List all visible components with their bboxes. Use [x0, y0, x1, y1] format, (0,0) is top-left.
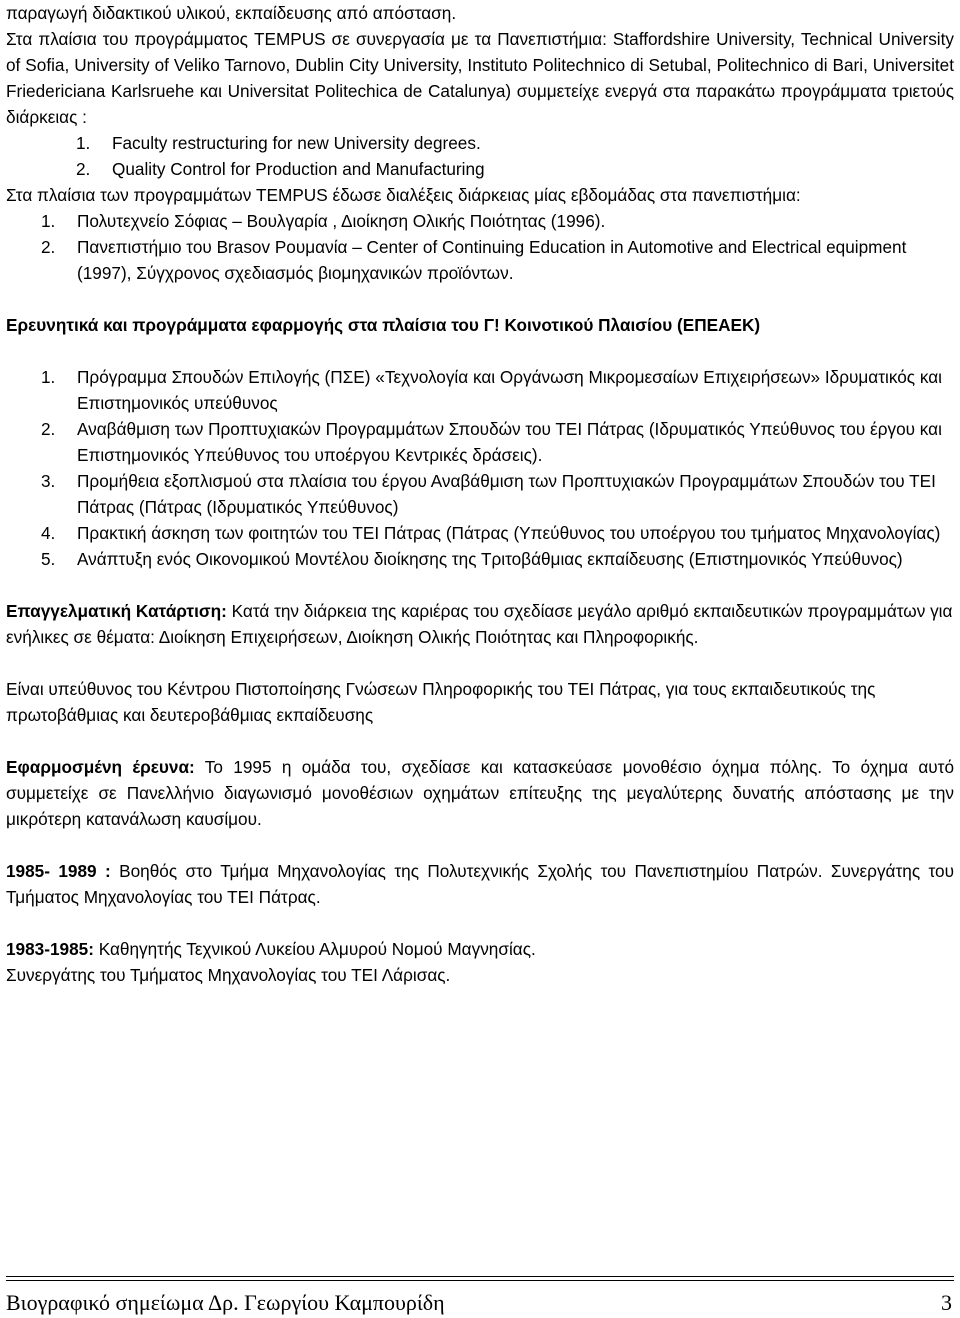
- footer-divider: [6, 1276, 954, 1281]
- list-text: Πανεπιστήμιο του Brasov Ρουμανία – Center of Continuing Education in Automotive and Electrical equipment (1997), Σύγχρονος σχεδιασμός βιομηχανικών προϊόντων.: [77, 237, 907, 283]
- list-number: 2.: [41, 237, 56, 257]
- list-number: 2.: [41, 419, 56, 439]
- list-text: Quality Control for Production and Manufacturing: [112, 159, 485, 179]
- list-text: Πολυτεχνείο Σόφιας – Βουλγαρία , Διοίκηση Ολικής Ποιότητας (1996).: [77, 211, 606, 231]
- list-number: 1.: [41, 367, 56, 387]
- list-item: [6, 156, 954, 182]
- research-heading: Ερευνητικά και προγράμματα εφαρμογής στα πλαίσια του Γ! Κοινοτικού Πλαισίου (ΕΠΕΑΕΚ): [6, 315, 761, 335]
- period-1983-paragraph: [6, 936, 954, 962]
- footer-title: Βιογραφικό σημείωμα Δρ. Γεωργίου Καμπουρίδη: [6, 1290, 445, 1315]
- list-item: [6, 208, 954, 234]
- list-text: Πρόγραμμα Σπουδών Επιλογής (ΠΣΕ) «Τεχνολογία και Οργάνωση Μικρομεσαίων Επιχειρήσεων» Ιδρυματικός και Επιστημονικός υπεύθυνος: [77, 367, 942, 413]
- applied-text: Το 1995 η ομάδα του, σχεδίασε και κατασκεύασε μονοθέσιο όχημα πόλης. Το όχημα αυτό συμμετείχε σε Πανελλήνιο διαγωνισμό μονοθέσιων οχημάτων επίτευξης της μεγαλύτερης δυνατής απόστασης με την μικρότερη κατανάλωση καυσίμου.: [6, 757, 955, 829]
- lectures-intro: Στα πλαίσια των προγραμμάτων TEMPUS έδωσε διαλέξεις διάρκειας μίας εβδομάδας στα πανεπιστήμια:: [6, 185, 801, 205]
- list-item: [6, 130, 954, 156]
- list-text: Πρακτική άσκηση των φοιτητών του ΤΕΙ Πάτρας (Πάτρας (Υπεύθυνος του υποέργου του τμήματος Μηχανολογίας): [77, 523, 941, 543]
- list-number: 5.: [41, 549, 56, 569]
- vocational-text: Κατά την διάρκεια της καριέρας του σχεδίασε μεγάλο αριθμό εκπαιδευτικών προγραμμάτων για ενήλικες σε θέματα: Διοίκηση Επιχειρήσεων, Διοίκηση Ολικής Ποιότητας και Πληροφορικής.: [6, 601, 953, 647]
- list-text: Ανάπτυξη ενός Οικονομικού Μοντέλου διοίκησης της Τριτοβάθμιας εκπαίδευσης (Επιστημονικός Υπεύθυνος): [77, 549, 903, 569]
- list-item: [6, 234, 954, 286]
- list-item: [6, 468, 954, 520]
- list-item: [6, 546, 954, 572]
- applied-research-paragraph: [6, 754, 954, 832]
- tempus-paragraph: Στα πλαίσια του προγράμματος TEMPUS σε συνεργασία με τα Πανεπιστήμια: Staffordshire University, Technical University of Sofia, University of Veliko Tarnovo, Dublin City University, Instituto Politechnico di Setubal, Politechnico di Bari, Universitet Friedericiana Karlsruehe και Universitat Politechica de Catalunya) συμμετείχε ενεργά στα παρακάτω προγράμματα τριετούς διάρκειας :: [6, 29, 954, 127]
- list-text: Faculty restructuring for new University degrees.: [112, 133, 481, 153]
- period-1983-text: Καθηγητής Τεχνικού Λυκείου Αλμυρού Νομού Μαγνησίας.: [93, 939, 536, 959]
- period-1985-paragraph: [6, 858, 954, 910]
- period-1983-label: 1983-1985:: [6, 939, 94, 959]
- period-1983-line2: Συνεργάτης του Τμήματος Μηχανολογίας του ΤΕΙ Λάρισας.: [6, 965, 451, 985]
- applied-label: Εφαρμοσμένη έρευνα:: [6, 757, 195, 777]
- list-item: [6, 364, 954, 416]
- list-number: 1.: [41, 211, 56, 231]
- list-number: 4.: [41, 523, 56, 543]
- list-text: Προμήθεια εξοπλισμού στα πλαίσια του έργου Αναβάθμιση των Προπτυχιακών Προγραμμάτων Σπουδών του ΤΕΙ Πάτρας (Πάτρας (Ιδρυματικός Υπεύθυνος): [77, 471, 936, 517]
- research-list: [6, 364, 954, 572]
- list-number: 3.: [41, 471, 56, 491]
- list-item: [6, 520, 954, 546]
- page-footer: [6, 1288, 952, 1318]
- page-number: 3: [941, 1290, 952, 1315]
- period-1985-label: 1985- 1989 :: [6, 861, 111, 881]
- list-number: 1.: [76, 133, 91, 153]
- tempus-program-list: [6, 130, 954, 182]
- vocational-paragraph: [6, 598, 954, 650]
- vocational-label: Επαγγελματική Κατάρτιση:: [6, 601, 227, 621]
- list-number: 2.: [76, 159, 91, 179]
- document-body: [6, 0, 954, 988]
- lectures-list: [6, 208, 954, 286]
- period-1985-text: Βοηθός στο Τμήμα Μηχανολογίας της Πολυτεχνικής Σχολής του Πανεπιστημίου Πατρών. Συνεργάτης του Τμήματος Μηχανολογίας του ΤΕΙ Πάτρας.: [6, 861, 955, 907]
- certification-paragraph: Είναι υπεύθυνος του Κέντρου Πιστοποίησης Γνώσεων Πληροφορικής του ΤΕΙ Πάτρας, για τους εκπαιδευτικούς της πρωτοβάθμιας και δευτεροβάθμιας εκπαίδευσης: [6, 679, 876, 725]
- intro-line: παραγωγή διδακτικού υλικού, εκπαίδευσης από απόσταση.: [6, 3, 457, 23]
- list-text: Αναβάθμιση των Προπτυχιακών Προγραμμάτων Σπουδών του ΤΕΙ Πάτρας (Ιδρυματικός Υπεύθυνος του έργου και Επιστημονικός Υπεύθυνος του υποέργου Κεντρικές δράσεις).: [77, 419, 942, 465]
- list-item: [6, 416, 954, 468]
